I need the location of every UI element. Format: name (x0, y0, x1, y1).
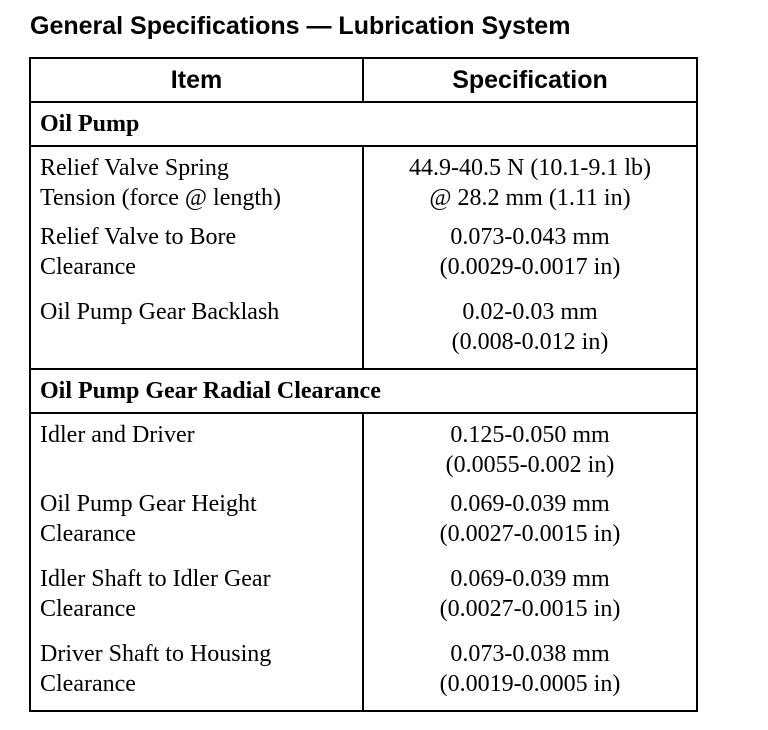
specification-cell (363, 489, 697, 564)
item-cell (30, 489, 363, 564)
item-text-line: Idler Shaft to Idler Gear (40, 566, 271, 592)
item-text-line: Idler and Driver (40, 422, 195, 448)
section-row (30, 369, 697, 413)
specification-cell (363, 564, 697, 639)
specification-text-line: (0.0055-0.002 in) (445, 452, 615, 478)
item-text-line: Oil Pump Gear Backlash (40, 299, 280, 325)
specification-cell (363, 413, 697, 489)
specifications-table (29, 57, 698, 712)
table-row (30, 489, 697, 564)
item-text-line: Driver Shaft to Housing (40, 641, 272, 667)
table-row (30, 297, 697, 369)
specification-text-line: (0.008-0.012 in) (451, 329, 609, 355)
page-title: General Specifications — Lubrication System (30, 12, 571, 40)
specification-cell (363, 297, 697, 369)
table-row (30, 564, 697, 639)
section-row (30, 102, 697, 146)
item-text-line: Clearance (40, 254, 136, 280)
table-row (30, 413, 697, 489)
item-text-line: Relief Valve to Bore (40, 224, 237, 250)
specification-text-line: (0.0019-0.0005 in) (439, 671, 621, 697)
item-cell (30, 297, 363, 369)
table-row (30, 146, 697, 222)
specification-cell (363, 146, 697, 222)
table-row (30, 222, 697, 297)
section-heading: Oil Pump (30, 102, 697, 146)
item-text-line: Tension (force @ length) (40, 185, 282, 211)
item-cell (30, 639, 363, 711)
table-row (30, 639, 697, 711)
specification-text-line: (0.0029-0.0017 in) (439, 254, 621, 280)
specification-text-line: 0.02-0.03 mm (462, 299, 598, 325)
item-cell (30, 222, 363, 297)
specification-text-line: (0.0027-0.0015 in) (439, 521, 621, 547)
column-header-item: Item (30, 58, 363, 102)
item-text-line: Relief Valve Spring (40, 155, 229, 181)
item-text-line: Clearance (40, 521, 136, 547)
specification-text-line: 0.069-0.039 mm (450, 491, 610, 517)
specification-text-line: 0.069-0.039 mm (450, 566, 610, 592)
item-text-line: Clearance (40, 671, 136, 697)
specification-text-line: 44.9-40.5 N (10.1-9.1 lb) (409, 155, 651, 181)
item-cell (30, 413, 363, 489)
specification-text-line: @ 28.2 mm (1.11 in) (429, 185, 631, 211)
specification-text-line: 0.073-0.043 mm (450, 224, 610, 250)
item-cell (30, 564, 363, 639)
specification-cell (363, 222, 697, 297)
table-header-row (30, 58, 697, 102)
specification-text-line: (0.0027-0.0015 in) (439, 596, 621, 622)
specification-cell (363, 639, 697, 711)
section-heading: Oil Pump Gear Radial Clearance (30, 369, 697, 413)
specification-text-line: 0.125-0.050 mm (450, 422, 610, 448)
item-text-line: Clearance (40, 596, 136, 622)
item-cell (30, 146, 363, 222)
table-body (30, 102, 697, 711)
specification-text-line: 0.073-0.038 mm (450, 641, 610, 667)
column-header-specification: Specification (363, 58, 697, 102)
item-text-line: Oil Pump Gear Height (40, 491, 257, 517)
